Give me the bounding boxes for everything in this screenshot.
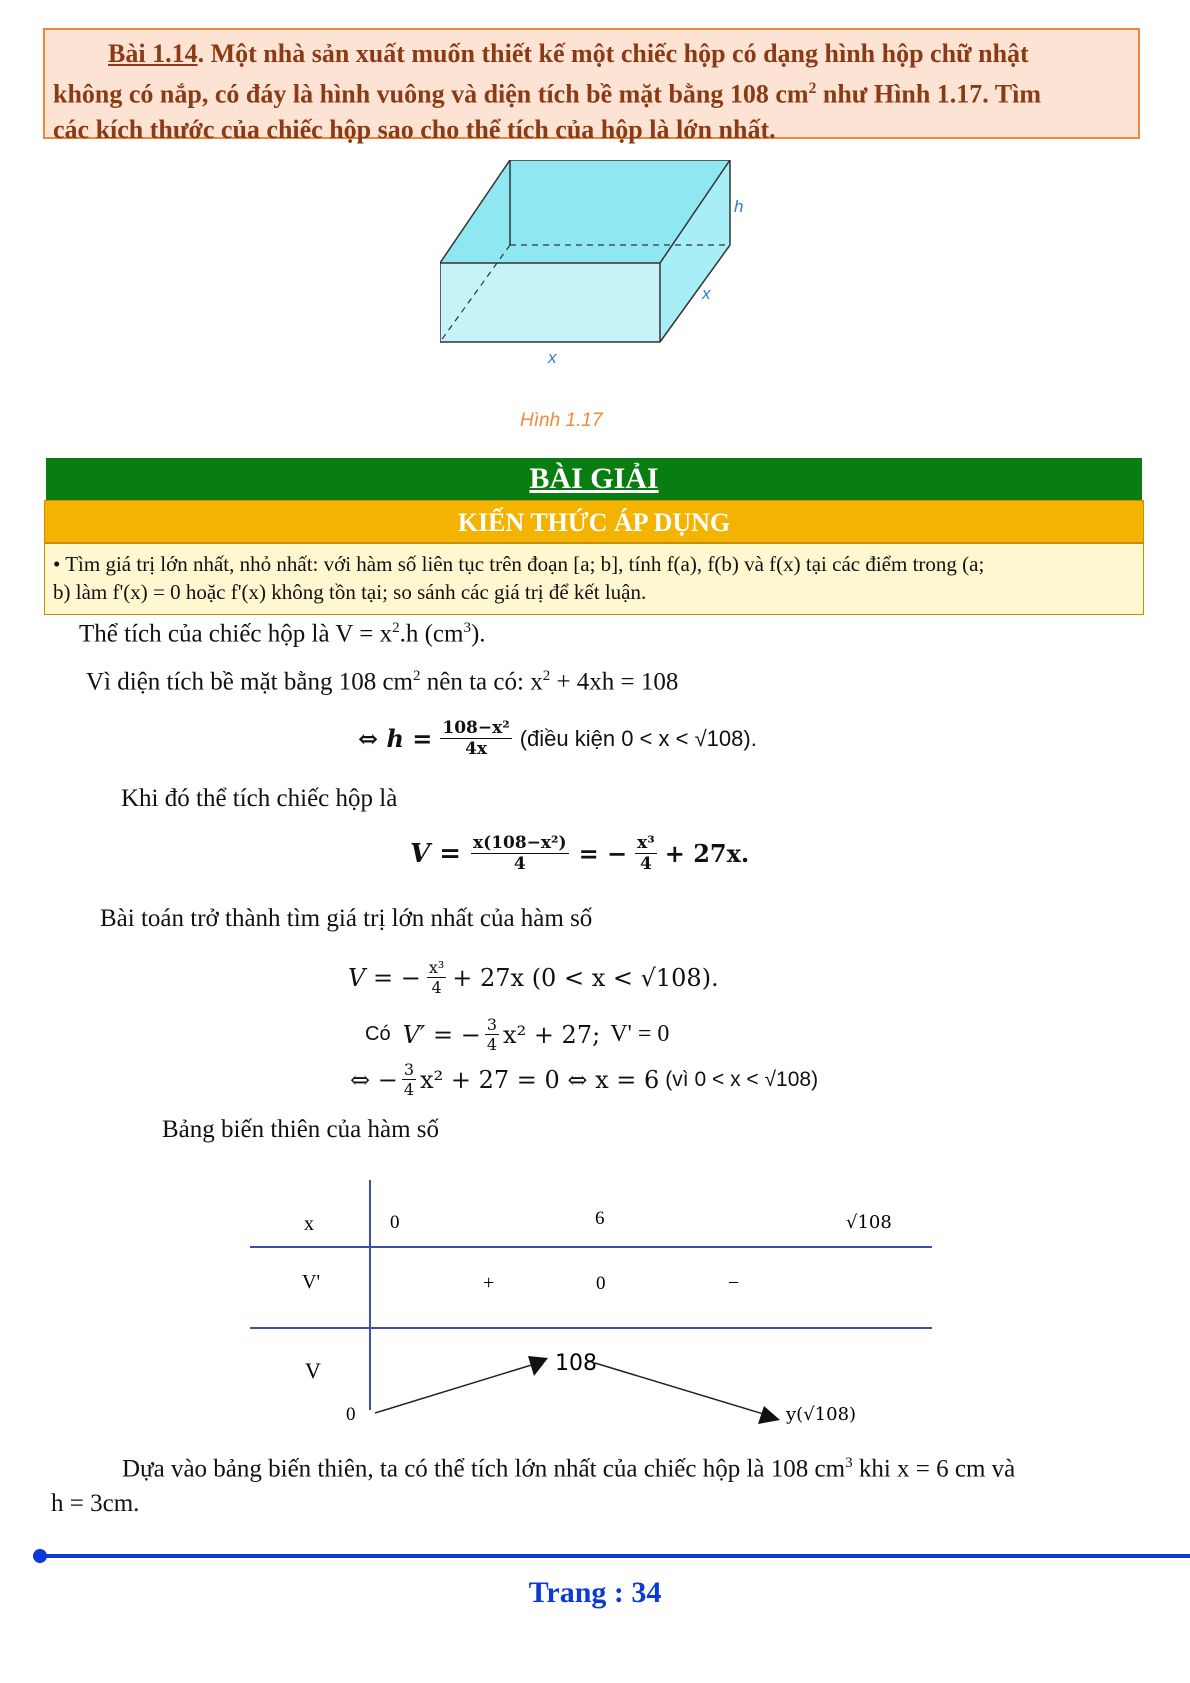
eq1-prefix: ⇔ h = [358, 724, 433, 753]
eq5-fraction [402, 1060, 416, 1099]
p2-c: + 4xh = 108 [550, 668, 679, 696]
eq2-fraction-1 [471, 833, 569, 874]
row-label-x: x [304, 1213, 314, 1235]
p2-a: Vì diện tích bề mặt bằng 108 cm [86, 668, 414, 696]
problem-text-1: . Một nhà sản xuất muốn thiết kế một chiếc hộp có dạng hình hộp chữ nhật [197, 39, 1029, 68]
row-label-vprime: V' [302, 1271, 321, 1293]
knowledge-line-2: b) làm f'(x) = 0 hoặc f'(x) không tồn tại; so sánh các giá trị để kết luận. [53, 580, 647, 604]
eq2-prefix: V = [410, 838, 462, 869]
problem-line-3: các kích thước của chiếc hộp sao cho thể tích của hộp là lớn nhất. [53, 114, 776, 144]
equation-v [410, 833, 749, 874]
eq4-fraction [485, 1015, 499, 1054]
knowledge-title: KIẾN THỨC ÁP DỤNG [44, 500, 1144, 543]
paragraph-volume [79, 620, 486, 648]
figure-caption: Hình 1.17 [520, 410, 603, 431]
eq1-den: 4x [465, 739, 488, 759]
eq5-c: (vì 0 < x < √108) [665, 1067, 819, 1091]
variation-table [250, 1180, 940, 1440]
p6-b: khi x = 6 cm và [852, 1455, 1016, 1483]
sign-plus: + [483, 1272, 495, 1294]
eq2-fraction-2 [635, 833, 657, 874]
v-value-max: 108 [555, 1351, 597, 1376]
problem-line-1 [53, 36, 1130, 71]
p1-sup2: 3 [463, 620, 471, 636]
eq4-d: V' = 0 [610, 1021, 670, 1047]
x-value-end: √108 [846, 1212, 892, 1233]
problem-sup: 2 [808, 80, 817, 97]
x-value-6: 6 [595, 1208, 605, 1229]
eq1-fraction [440, 718, 511, 759]
solution-title-bar [46, 458, 1142, 500]
derivative-zero: 0 [596, 1273, 606, 1294]
problem-box [43, 28, 1140, 144]
increase-arrowhead [528, 1356, 548, 1376]
eq1-condition: (điều kiện 0 < x < √108). [519, 725, 757, 751]
p1-b: .h (cm [399, 620, 464, 648]
label-x-right: x [702, 284, 711, 303]
p2-sup2: 2 [542, 668, 551, 684]
eq5-b: x² + 27 = 0 ⇔ x = 6 [420, 1065, 660, 1094]
equation-derivative [365, 1015, 669, 1054]
row-label-v: V [305, 1358, 321, 1383]
decrease-arrowhead [758, 1406, 780, 1424]
problem-label: Bài 1.14 [108, 39, 198, 68]
problem-text-2b: như Hình 1.17. Tìm [816, 79, 1042, 109]
p6-a: Dựa vào bảng biến thiên, ta có thể tích lớn nhất của chiếc hộp là 108 cm [122, 1455, 846, 1483]
eq2-den1: 4 [513, 854, 526, 874]
eq4-num: 3 [486, 1015, 498, 1034]
problem-line-2 [53, 71, 1130, 112]
page-number: Trang : 34 [528, 1576, 662, 1609]
eq3-fraction [427, 958, 446, 997]
eq2-mid: = − [578, 839, 628, 868]
eq4-c: x² + 27; [503, 1020, 601, 1049]
paragraph-table-title: Bảng biến thiên của hàm số [162, 1116, 440, 1143]
eq1-num: 108−x² [442, 718, 510, 738]
eq2-num1: x(108−x²) [473, 833, 567, 853]
v-value-start: 0 [346, 1404, 356, 1425]
eq2-den2: 4 [640, 854, 652, 874]
decrease-arrow [595, 1363, 770, 1416]
p1-a: Thể tích của chiếc hộp là V = x [79, 620, 393, 648]
box-figure [440, 160, 760, 440]
label-x-bottom: x [548, 348, 557, 367]
eq2-num2: x³ [637, 833, 655, 853]
knowledge-box [44, 543, 1144, 615]
paragraph-area [86, 668, 678, 696]
footer-line [33, 1549, 1190, 1563]
eq4-b: V′ = − [402, 1020, 481, 1049]
paragraph-conclusion-1 [122, 1455, 1015, 1483]
eq5-den: 4 [403, 1080, 415, 1099]
eq3-tail: + 27x (0 < x < √108). [452, 963, 719, 992]
equation-solve [350, 1060, 818, 1099]
increase-arrow [375, 1363, 538, 1413]
p1-c: ). [470, 620, 486, 648]
solution-title: BÀI GIẢI [529, 462, 659, 495]
paragraph-problem-becomes: Bài toán trở thành tìm giá trị lớn nhất của hàm số [100, 905, 593, 932]
eq3-prefix: V = − [348, 963, 421, 992]
eq2-tail: + 27x. [664, 839, 750, 868]
eq3-den: 4 [431, 978, 442, 997]
eq3-num: x³ [428, 958, 445, 977]
problem-text-2a: không có nắp, có đáy là hình vuông và diện tích bề mặt bằng 108 cm [53, 79, 809, 109]
v-value-end: y(√108) [786, 1404, 857, 1425]
eq5-num: 3 [403, 1060, 415, 1079]
equation-v-domain [348, 958, 719, 997]
p2-b: nên ta có: x [420, 668, 543, 696]
x-value-0: 0 [390, 1212, 400, 1233]
eq5-a: ⇔ − [350, 1065, 398, 1094]
paragraph-volume-then: Khi đó thể tích chiếc hộp là [121, 785, 398, 812]
p1-sup1: 2 [392, 620, 400, 636]
eq4-a: Có [365, 1023, 391, 1045]
knowledge-line-1: • Tìm giá trị lớn nhất, nhỏ nhất: với hàm số liên tục trên đoạn [a; b], tính f(a), f(b) và f(x) tại các điểm trong (a; [53, 552, 985, 576]
paragraph-conclusion-2: h = 3cm. [51, 1490, 140, 1517]
sign-minus: − [728, 1272, 740, 1294]
p2-sup: 2 [413, 668, 421, 684]
p6-sup: 3 [845, 1455, 853, 1471]
eq4-den: 4 [486, 1035, 498, 1054]
label-h: h [734, 197, 744, 216]
equation-h [358, 718, 757, 759]
